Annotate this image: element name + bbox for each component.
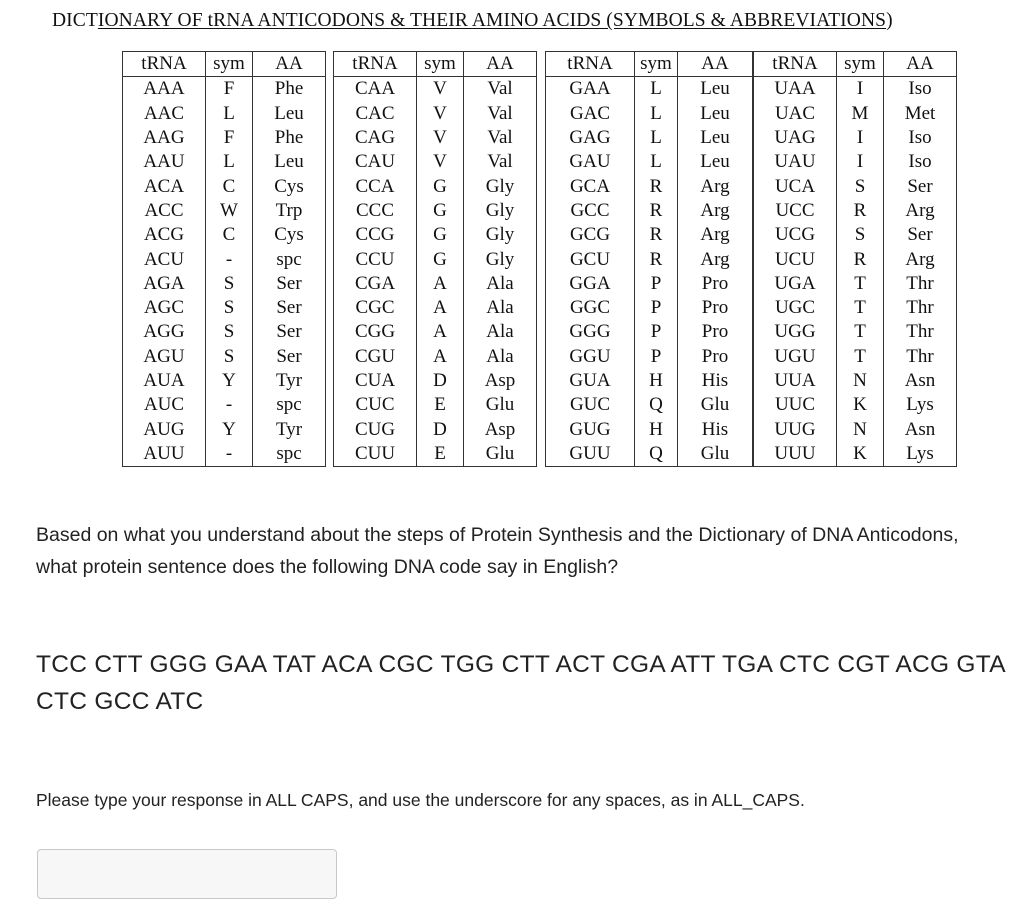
trna-codon-cell: UCG [754, 223, 837, 247]
amino-acid-cell: Leu [700, 151, 730, 173]
answer-input[interactable] [37, 849, 337, 899]
amino-acid-cell: Ala [486, 321, 514, 343]
trna-codon-cell: GUA [546, 369, 635, 393]
amino-acid-cell: Arg [700, 199, 730, 221]
symbol-cell: H [635, 369, 678, 393]
column-header-symbol: sym [837, 52, 884, 77]
dictionary-title [52, 10, 893, 32]
symbol-cell: S [206, 296, 253, 320]
amino-acid-cell: Ser [276, 272, 302, 294]
symbol-cell: R [635, 223, 678, 247]
table-row [546, 320, 753, 344]
table-row [334, 102, 537, 126]
amino-acid-cell: Met [904, 102, 936, 124]
table-row [123, 223, 326, 247]
amino-acid-cell: Val [487, 102, 513, 124]
table-row [546, 77, 753, 102]
amino-acid-cell: Iso [908, 78, 932, 100]
table-row [754, 150, 957, 174]
trna-codon-cell: AGG [123, 320, 206, 344]
table-row [123, 442, 326, 467]
amino-acid-cell: Gly [485, 248, 515, 270]
symbol-cell: E [417, 442, 464, 467]
table-row [334, 199, 537, 223]
table-row [754, 247, 957, 271]
dna-code: TCC CTT GGG GAA TAT ACA CGC TGG CTT ACT CGA ATT TGA CTC CGT ACG GTA CTC GCC ATC [36, 651, 1005, 715]
table-row [546, 199, 753, 223]
trna-codon-cell: GGA [546, 272, 635, 296]
symbol-cell: L [635, 77, 678, 102]
table-row [123, 247, 326, 271]
symbol-cell: F [206, 77, 253, 102]
symbol-cell: P [635, 296, 678, 320]
amino-acid-cell: Ser [276, 345, 302, 367]
symbol-cell: K [837, 442, 884, 467]
trna-codon-cell: CCG [334, 223, 417, 247]
trna-codon-cell: AAC [123, 102, 206, 126]
amino-acid-cell: Phe [274, 78, 304, 100]
table-row [123, 272, 326, 296]
symbol-cell: N [837, 417, 884, 441]
table-row [546, 102, 753, 126]
trna-codon-cell: AUG [123, 417, 206, 441]
trna-codon-cell: UCU [754, 247, 837, 271]
amino-acid-cell: Glu [700, 442, 730, 464]
symbol-cell: R [635, 199, 678, 223]
trna-codon-cell: CAG [334, 126, 417, 150]
trna-codon-cell: GGC [546, 296, 635, 320]
table-row [334, 126, 537, 150]
trna-codon-cell: UUC [754, 393, 837, 417]
symbol-cell: T [837, 320, 884, 344]
symbol-cell: G [417, 174, 464, 198]
trna-codon-cell: GGG [546, 320, 635, 344]
table-row [546, 393, 753, 417]
table-row [546, 296, 753, 320]
amino-acid-cell: Cys [274, 175, 304, 197]
amino-acid-cell: spc [276, 248, 302, 270]
amino-acid-cell: Lys [906, 442, 934, 464]
trna-codon-cell: CCA [334, 174, 417, 198]
amino-acid-cell: Ser [907, 175, 933, 197]
amino-acid-cell: Tyr [275, 370, 303, 391]
title-prefix: DICT [52, 10, 98, 31]
symbol-cell: T [837, 296, 884, 320]
table-row [123, 174, 326, 198]
trna-codon-cell: GAU [546, 150, 635, 174]
table-row [334, 247, 537, 271]
table-row [123, 345, 326, 369]
trna-codon-cell: UUG [754, 417, 837, 441]
anticodon-table-a [122, 51, 326, 467]
header-row [754, 52, 957, 77]
table-row [546, 369, 753, 393]
column-header-amino-acid: AA [464, 52, 537, 77]
trna-codon-cell: GGU [546, 345, 635, 369]
trna-codon-cell: GCG [546, 223, 635, 247]
symbol-cell: T [837, 345, 884, 369]
column-header-trna-codon: tRNA [334, 52, 417, 77]
table-row [754, 102, 957, 126]
trna-codon-cell: AAG [123, 126, 206, 150]
symbol-cell: S [206, 345, 253, 369]
amino-acid-cell: His [701, 418, 729, 440]
trna-codon-cell: AUA [123, 369, 206, 393]
trna-codon-cell: CUU [334, 442, 417, 467]
amino-acid-cell: Thr [906, 297, 934, 319]
trna-codon-cell: UGU [754, 345, 837, 369]
trna-codon-cell: CGC [334, 296, 417, 320]
trna-codon-cell: UGG [754, 320, 837, 344]
amino-acid-cell: Asp [484, 418, 516, 440]
trna-codon-cell: GUC [546, 393, 635, 417]
trna-codon-cell: CGG [334, 320, 417, 344]
table-row [546, 272, 753, 296]
symbol-cell: I [837, 77, 884, 102]
trna-codon-cell: UGA [754, 272, 837, 296]
amino-acid-cell: Arg [700, 224, 730, 246]
symbol-cell: L [635, 126, 678, 150]
title-suffix: ) [886, 10, 893, 31]
trna-codon-cell: AUU [123, 442, 206, 467]
table-row [334, 320, 537, 344]
table-row [123, 320, 326, 344]
amino-acid-cell: Phe [274, 127, 304, 149]
symbol-cell: D [417, 369, 464, 393]
symbol-cell: S [837, 223, 884, 247]
symbol-cell: G [417, 223, 464, 247]
table-row [754, 199, 957, 223]
amino-acid-cell: His [701, 370, 729, 391]
trna-codon-cell: CGA [334, 272, 417, 296]
symbol-cell: L [206, 150, 253, 174]
trna-codon-cell: AGU [123, 345, 206, 369]
symbol-cell: G [417, 247, 464, 271]
trna-codon-cell: GCU [546, 247, 635, 271]
amino-acid-cell: Ala [486, 345, 514, 367]
trna-codon-cell: UGC [754, 296, 837, 320]
table-row [754, 369, 957, 393]
trna-codon-cell: GUU [546, 442, 635, 467]
amino-acid-cell: Glu [485, 442, 515, 464]
table-row [546, 126, 753, 150]
amino-acid-cell: Val [487, 127, 513, 149]
table-row [334, 150, 537, 174]
table-row [754, 126, 957, 150]
symbol-cell: - [206, 393, 253, 417]
symbol-cell: Q [635, 393, 678, 417]
amino-acid-cell: Thr [906, 321, 934, 343]
amino-acid-cell: Leu [700, 78, 730, 100]
table-row [123, 296, 326, 320]
amino-acid-cell: Val [487, 78, 513, 100]
table-row [546, 223, 753, 247]
trna-codon-cell: GAA [546, 77, 635, 102]
symbol-cell: E [417, 393, 464, 417]
table-row [334, 296, 537, 320]
column-header-trna-codon: tRNA [123, 52, 206, 77]
symbol-cell: W [206, 199, 253, 223]
symbol-cell: M [837, 102, 884, 126]
table-row [754, 223, 957, 247]
table-row [334, 417, 537, 441]
amino-acid-cell: Pro [701, 272, 729, 294]
symbol-cell: V [417, 102, 464, 126]
symbol-cell: H [635, 417, 678, 441]
amino-acid-cell: Ala [486, 272, 514, 294]
symbol-cell: V [417, 126, 464, 150]
symbol-cell: A [417, 345, 464, 369]
amino-acid-cell: Tyr [275, 418, 303, 440]
table-row [334, 442, 537, 467]
amino-acid-cell: Iso [908, 127, 932, 149]
amino-acid-cell: Val [487, 151, 513, 173]
symbol-cell: I [837, 126, 884, 150]
symbol-cell: Y [206, 417, 253, 441]
symbol-cell: R [635, 174, 678, 198]
trna-codon-cell: GAC [546, 102, 635, 126]
symbol-cell: A [417, 272, 464, 296]
symbol-cell: P [635, 320, 678, 344]
symbol-cell: S [837, 174, 884, 198]
amino-acid-cell: Ser [907, 224, 933, 246]
symbol-cell: G [417, 199, 464, 223]
table-row [754, 77, 957, 102]
symbol-cell: Y [206, 369, 253, 393]
symbol-cell: Q [635, 442, 678, 467]
symbol-cell: - [206, 247, 253, 271]
trna-codon-cell: CAU [334, 150, 417, 174]
trna-codon-cell: GCC [546, 199, 635, 223]
amino-acid-cell: Arg [905, 248, 935, 270]
table-row [123, 369, 326, 393]
symbol-cell: S [206, 320, 253, 344]
table-row [546, 345, 753, 369]
column-header-symbol: sym [417, 52, 464, 77]
header-row [546, 52, 753, 77]
anticodon-table-u [753, 51, 957, 467]
symbol-cell: L [206, 102, 253, 126]
symbol-cell: V [417, 77, 464, 102]
column-header-amino-acid: AA [678, 52, 753, 77]
table-row [123, 102, 326, 126]
trna-codon-cell: ACA [123, 174, 206, 198]
symbol-cell: R [837, 247, 884, 271]
table-row [546, 150, 753, 174]
trna-codon-cell: UAG [754, 126, 837, 150]
trna-codon-cell: UAA [754, 77, 837, 102]
symbol-cell: C [206, 174, 253, 198]
amino-acid-cell: Ser [276, 297, 302, 319]
symbol-cell: F [206, 126, 253, 150]
symbol-cell: P [635, 345, 678, 369]
anticodon-table-c [333, 51, 537, 467]
table-row [754, 345, 957, 369]
column-header-symbol: sym [635, 52, 678, 77]
amino-acid-cell: Asn [904, 370, 936, 391]
column-header-amino-acid: AA [884, 52, 957, 77]
symbol-cell: L [635, 150, 678, 174]
instructions-text: Please type your response in ALL CAPS, and use the underscore for any spaces, as in ALL_CAPS. [36, 790, 805, 810]
trna-codon-cell: CAC [334, 102, 417, 126]
amino-acid-cell: Glu [485, 394, 515, 416]
table-row [123, 199, 326, 223]
table-row [754, 320, 957, 344]
table-row [546, 247, 753, 271]
amino-acid-cell: Leu [274, 102, 304, 124]
amino-acid-cell: spc [276, 442, 302, 464]
table-row [123, 417, 326, 441]
amino-acid-cell: Pro [701, 321, 729, 343]
table-row [334, 223, 537, 247]
trna-codon-cell: AAA [123, 77, 206, 102]
trna-codon-cell: CUC [334, 393, 417, 417]
table-row [123, 126, 326, 150]
trna-codon-cell: CAA [334, 77, 417, 102]
amino-acid-cell: Arg [700, 248, 730, 270]
column-header-trna-codon: tRNA [546, 52, 635, 77]
symbol-cell: - [206, 442, 253, 467]
symbol-cell: T [837, 272, 884, 296]
symbol-cell: R [837, 199, 884, 223]
amino-acid-cell: Leu [700, 127, 730, 149]
amino-acid-cell: Gly [485, 199, 515, 221]
symbol-cell: P [635, 272, 678, 296]
symbol-cell: A [417, 320, 464, 344]
amino-acid-cell: Glu [700, 394, 730, 416]
trna-codon-cell: CUA [334, 369, 417, 393]
trna-codon-cell: GCA [546, 174, 635, 198]
symbol-cell: A [417, 296, 464, 320]
amino-acid-cell: Pro [701, 297, 729, 319]
table-row [754, 174, 957, 198]
amino-acid-cell: Asp [484, 370, 516, 391]
table-row [334, 272, 537, 296]
trna-codon-cell: GAG [546, 126, 635, 150]
table-row [123, 150, 326, 174]
amino-acid-cell: Pro [701, 345, 729, 367]
table-row [334, 369, 537, 393]
amino-acid-cell: Iso [908, 151, 932, 173]
trna-codon-cell: AGC [123, 296, 206, 320]
column-header-symbol: sym [206, 52, 253, 77]
trna-codon-cell: ACU [123, 247, 206, 271]
symbol-cell: N [837, 369, 884, 393]
amino-acid-cell: Ala [486, 297, 514, 319]
amino-acid-cell: Arg [700, 175, 730, 197]
symbol-cell: C [206, 223, 253, 247]
table-row [334, 345, 537, 369]
trna-codon-cell: UAC [754, 102, 837, 126]
amino-acid-cell: Trp [275, 199, 303, 221]
table-row [334, 393, 537, 417]
table-row [546, 417, 753, 441]
table-row [123, 393, 326, 417]
title-underlined: IONARY OF tRNA ANTICODONS & THEIR AMINO ACIDS (SYMBOLS & ABBREVIATIONS [97, 10, 887, 31]
trna-codon-cell: UUU [754, 442, 837, 467]
table-row [754, 417, 957, 441]
trna-codon-cell: CCU [334, 247, 417, 271]
header-row [334, 52, 537, 77]
symbol-cell: L [635, 102, 678, 126]
symbol-cell: S [206, 272, 253, 296]
amino-acid-cell: Leu [274, 151, 304, 173]
table-row [546, 174, 753, 198]
amino-acid-cell: Gly [485, 175, 515, 197]
column-header-trna-codon: tRNA [754, 52, 837, 77]
amino-acid-cell: Asn [904, 418, 936, 440]
table-row [754, 393, 957, 417]
column-header-amino-acid: AA [253, 52, 326, 77]
amino-acid-cell: Cys [274, 224, 304, 246]
trna-codon-cell: UAU [754, 150, 837, 174]
table-row [754, 272, 957, 296]
table-row [546, 442, 753, 467]
amino-acid-cell: Lys [906, 394, 934, 416]
anticodon-table-g [545, 51, 753, 467]
table-row [754, 442, 957, 467]
trna-codon-cell: CCC [334, 199, 417, 223]
amino-acid-cell: Gly [485, 224, 515, 246]
symbol-cell: K [837, 393, 884, 417]
trna-codon-cell: UUA [754, 369, 837, 393]
symbol-cell: R [635, 247, 678, 271]
trna-codon-cell: AUC [123, 393, 206, 417]
trna-codon-cell: ACG [123, 223, 206, 247]
trna-codon-cell: ACC [123, 199, 206, 223]
header-row [123, 52, 326, 77]
amino-acid-cell: Arg [905, 199, 935, 221]
amino-acid-cell: Thr [906, 272, 934, 294]
trna-codon-cell: CGU [334, 345, 417, 369]
amino-acid-cell: Leu [700, 102, 730, 124]
table-row [754, 296, 957, 320]
trna-codon-cell: UCA [754, 174, 837, 198]
trna-codon-cell: UCC [754, 199, 837, 223]
trna-codon-cell: GUG [546, 417, 635, 441]
amino-acid-cell: Ser [276, 321, 302, 343]
table-row [123, 77, 326, 102]
symbol-cell: I [837, 150, 884, 174]
table-row [334, 174, 537, 198]
symbol-cell: D [417, 417, 464, 441]
amino-acid-cell: Thr [906, 345, 934, 367]
trna-codon-cell: CUG [334, 417, 417, 441]
question-text: Based on what you understand about the steps of Protein Synthesis and the Dictionary of DNA Anticodons, what protein sentence does the following DNA code say in English? [36, 524, 959, 578]
amino-acid-cell: spc [276, 394, 302, 416]
table-row [334, 77, 537, 102]
trna-codon-cell: AGA [123, 272, 206, 296]
symbol-cell: V [417, 150, 464, 174]
trna-codon-cell: AAU [123, 150, 206, 174]
